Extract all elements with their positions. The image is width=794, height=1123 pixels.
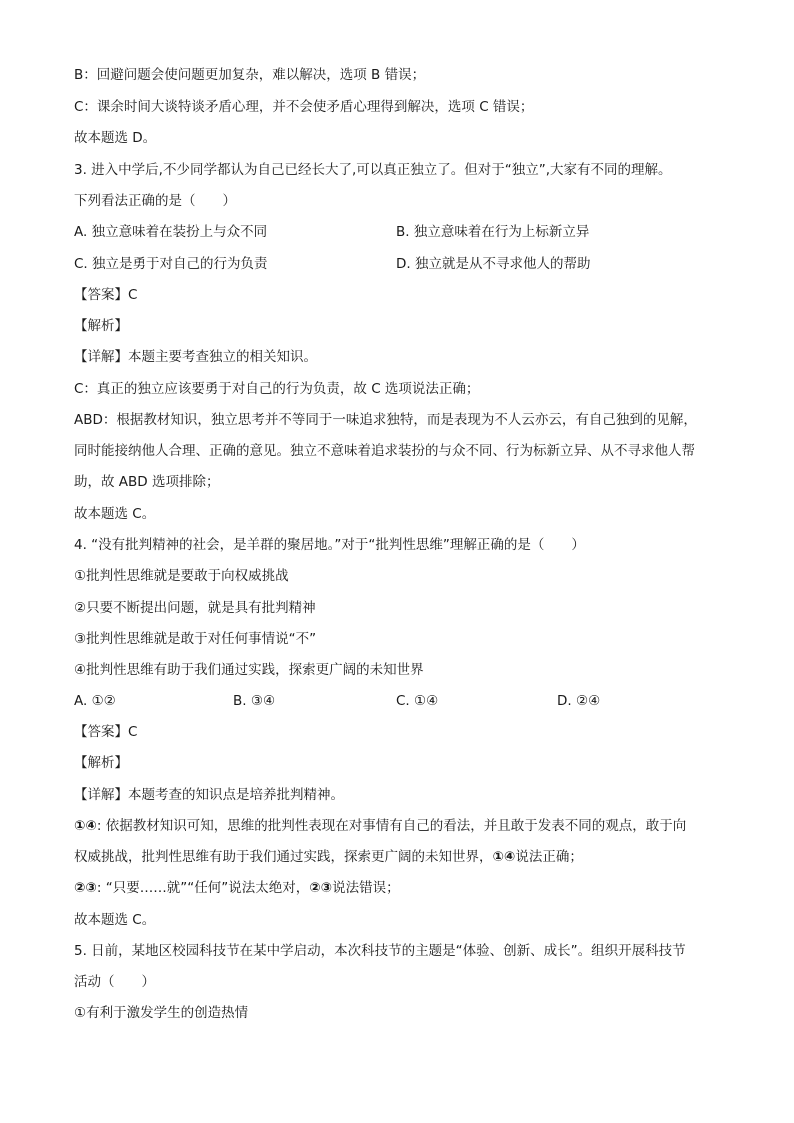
explanation-text: : 依据教材知识可知，思维的批判性表现在对事情有自己的看法，并且敢于发表不同的观点，敢于向 — [96, 818, 687, 834]
q3-answer: 【答案】C — [74, 287, 138, 303]
text-line: 助，故 ABD 选项排除； — [74, 474, 220, 490]
text-line: 故本题选 C。 — [74, 506, 156, 522]
q4-item-3: ③批判性思维就是敢于对任何事情说“不” — [74, 631, 317, 647]
question-4-stem: 4. “没有批判精神的社会，是羊群的聚居地。”对于“批判性思维”理解正确的是（ ） — [74, 537, 585, 553]
q4-explanation-line-1 — [74, 814, 686, 838]
item-marker: ①④ — [492, 849, 516, 865]
q3-analysis-label: 【解析】 — [74, 318, 128, 334]
q4-answer: 【答案】C — [74, 724, 138, 740]
q3-option-d: D. 独立就是从不寻求他人的帮助 — [396, 256, 591, 272]
item-marker: ②③ — [309, 880, 333, 896]
q4-explanation-line-2 — [74, 845, 583, 869]
item-marker: ②③ — [74, 880, 97, 896]
question-5-stem-cont: 活动（ ） — [74, 974, 155, 990]
q4-option-d: D. ②④ — [557, 693, 601, 709]
q4-conclusion: 故本题选 C。 — [74, 912, 156, 928]
q3-detail: 【详解】本题主要考查独立的相关知识。 — [74, 349, 317, 365]
question-3-stem: 3. 进入中学后,不少同学都认为自己已经长大了,可以真正独立了。但对于“独立”,大家有不同的理解。 — [74, 162, 672, 178]
q4-option-b: B. ③④ — [233, 693, 276, 709]
q4-item-2: ②只要不断提出问题，就是具有批判精神 — [74, 600, 316, 616]
q4-explanation-line-3 — [74, 876, 400, 900]
q3-option-a: A. 独立意味着在装扮上与众不同 — [74, 224, 268, 240]
q4-option-a: A. ①② — [74, 693, 116, 709]
item-marker: ①④ — [74, 818, 97, 834]
text-line: C：课余时间大谈特谈矛盾心理，并不会使矛盾心理得到解决，选项 C 错误； — [74, 99, 534, 115]
q4-option-c: C. ①④ — [396, 693, 439, 709]
text-line: ABD：根据教材知识，独立思考并不等同于一味追求独特，而是表现为不人云亦云，有自己独到的见解， — [74, 412, 697, 428]
q3-option-b: B. 独立意味着在行为上标新立异 — [396, 224, 590, 240]
q4-item-4: ④批判性思维有助于我们通过实践，探索更广阔的未知世界 — [74, 662, 424, 678]
q4-analysis-label: 【解析】 — [74, 755, 128, 771]
q4-item-1: ①批判性思维就是要敢于向权威挑战 — [74, 568, 289, 584]
text-line: 故本题选 D。 — [74, 130, 157, 146]
question-5-stem: 5. 日前，某地区校园科技节在某中学启动，本次科技节的主题是“体验、创新、成长”。组织开展科技节 — [74, 943, 686, 959]
text-line: 同时能接纳他人合理、正确的意见。独立不意味着追求装扮的与众不同、行为标新立异、从不寻求他人帮 — [74, 443, 695, 459]
text-line: B：回避问题会使问题更加复杂，难以解决，选项 B 错误； — [74, 67, 426, 83]
explanation-text: : “只要……就”“任何”说法太绝对， — [96, 880, 310, 896]
q5-item-1: ①有利于激发学生的创造热情 — [74, 1005, 249, 1021]
explanation-text: 说法错误； — [332, 880, 400, 896]
question-3-stem-cont: 下列看法正确的是（ ） — [74, 193, 236, 209]
explanation-text: 权威挑战，批判性思维有助于我们通过实践，探索更广阔的未知世界， — [74, 849, 493, 865]
q4-detail: 【详解】本题考查的知识点是培养批判精神。 — [74, 787, 344, 803]
q3-option-c: C. 独立是勇于对自己的行为负责 — [74, 256, 268, 272]
explanation-text: 说法正确； — [515, 849, 583, 865]
text-line: C：真正的独立应该要勇于对自己的行为负责，故 C 选项说法正确； — [74, 381, 480, 397]
